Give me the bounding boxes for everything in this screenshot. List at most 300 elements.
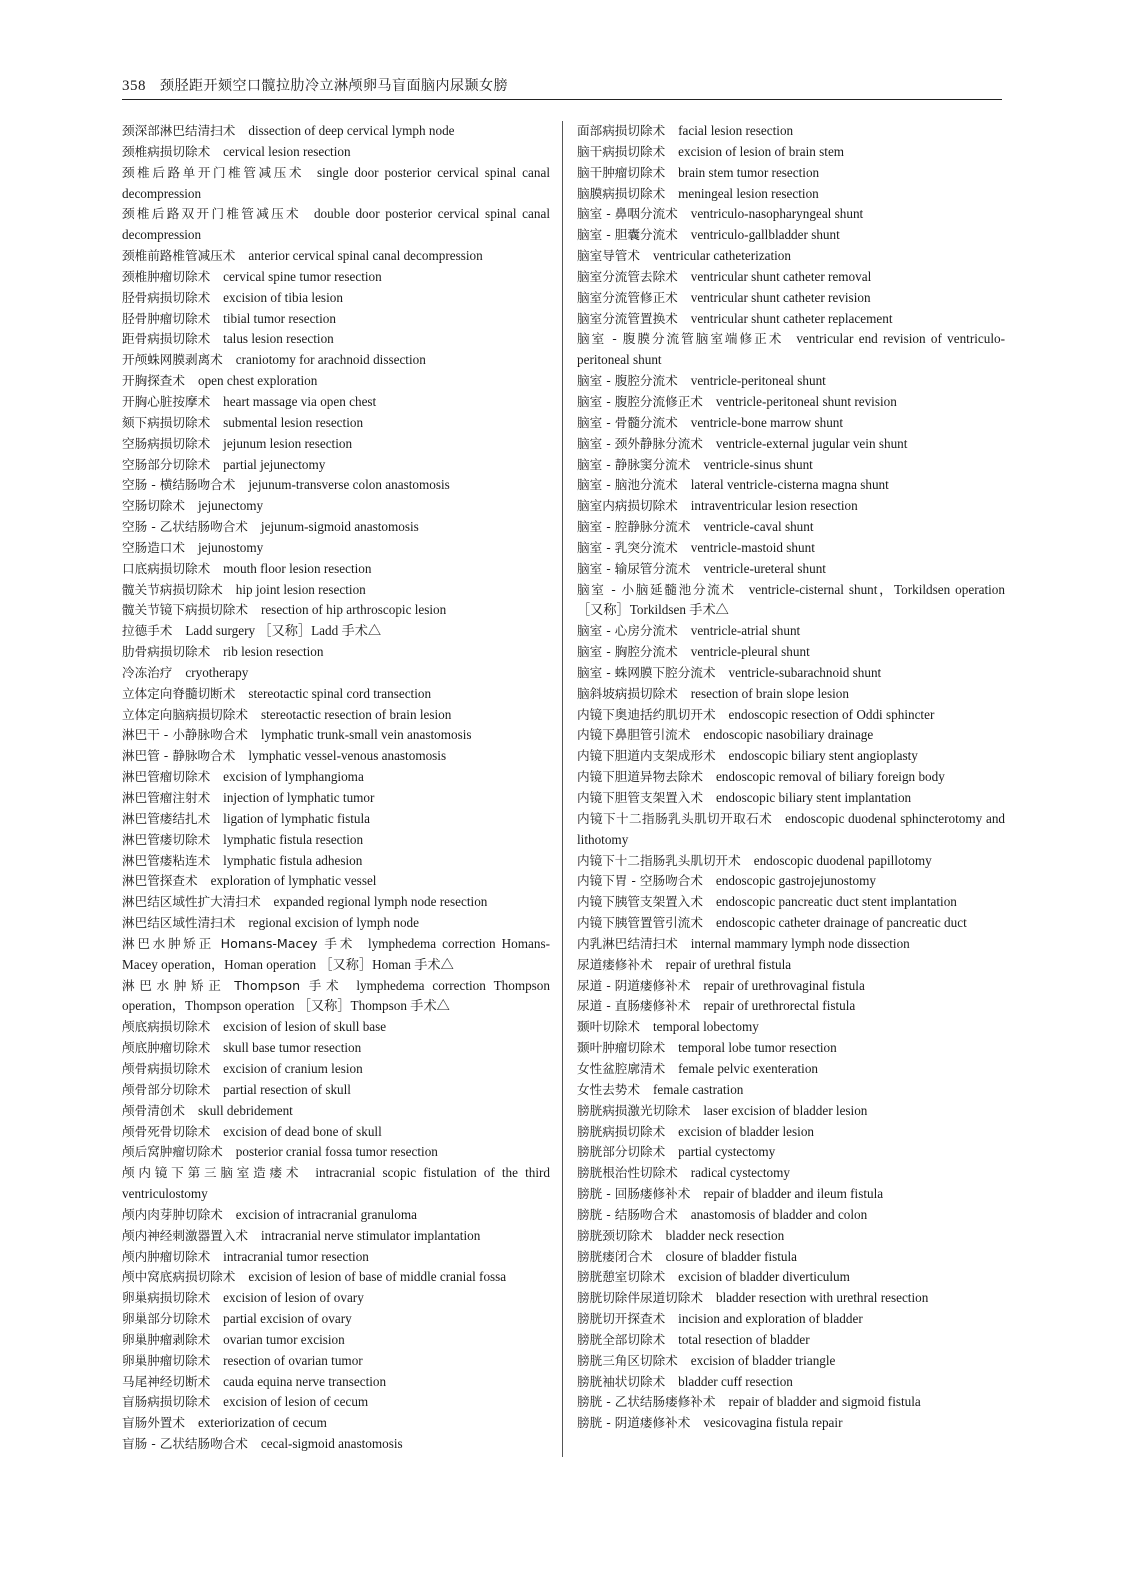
term-chinese: 脑干肿瘤切除术 (577, 164, 666, 180)
term-english: resection of brain slope lesion (690, 685, 849, 701)
term-chinese: 髋关节镜下病损切除术 (122, 602, 248, 618)
term-english: ventricle-peritoneal shunt (690, 373, 826, 389)
glossary-entry (577, 329, 1005, 371)
term-english: radical cystectomy (690, 1165, 790, 1181)
term-chinese: 膀胱全部切除术 (577, 1331, 666, 1347)
glossary-entry (122, 1372, 550, 1393)
term-chinese: 脑室分流管去除术 (577, 268, 678, 284)
term-chinese: 颞叶肿瘤切除术 (577, 1040, 666, 1056)
term-chinese: 颈椎前路椎管减压术 (122, 248, 236, 264)
glossary-entry (577, 184, 1005, 205)
term-chinese: 空肠部分切除术 (122, 456, 211, 472)
term-english: endoscopic biliary stent implantation (715, 790, 912, 805)
term-chinese: 颈深部淋巴结清扫术 (122, 123, 236, 138)
term-english: endoscopic resection of Oddi sphincter (728, 706, 935, 722)
term-chinese: 立体定向脊髓切断术 (122, 685, 236, 701)
term-english: endoscopic pancreatic duct stent implantation (715, 894, 957, 910)
term-chinese: 膀胱 - 阴道瘘修补术 (577, 1415, 691, 1431)
term-chinese: 颅内肉芽肿切除术 (122, 1206, 223, 1222)
term-chinese: 内镜下鼻胆管引流术 (577, 727, 691, 743)
term-english: mouth floor lesion resection (223, 560, 372, 576)
term-english: brain stem tumor resection (678, 164, 820, 180)
term-chinese: 脑室 - 胸腔分流术 (577, 644, 678, 660)
glossary-entry (122, 267, 550, 288)
term-english: ligation of lymphatic fistula (223, 810, 371, 826)
glossary-entry (577, 621, 1005, 642)
term-chinese: 脑室 - 小脑延髓池分流术 (577, 581, 736, 597)
term-chinese: 女性去势术 (577, 1081, 640, 1097)
glossary-entry (577, 663, 1005, 684)
glossary-entry (122, 830, 550, 851)
glossary-entry (122, 434, 550, 455)
glossary-entry (577, 246, 1005, 267)
glossary-entry (122, 809, 550, 830)
term-english: lymphedema correction Homans-Macey operation，Homan operation ［又称］Homan 手术△ (122, 935, 550, 972)
term-english: ventricle-peritoneal shunt revision (715, 393, 897, 409)
term-chinese: 脑室 - 鼻咽分流术 (577, 206, 678, 222)
term-english: excision of lesion of brain stem (678, 143, 845, 159)
term-english: jejunum lesion resection (223, 435, 353, 451)
term-chinese: 脑斜坡病损切除术 (577, 685, 678, 701)
glossary-entry (577, 580, 1005, 622)
glossary-entry (122, 871, 550, 892)
term-chinese: 内镜下胆管支架置入术 (577, 790, 703, 805)
glossary-entry (122, 1309, 550, 1330)
term-english: intracranial nerve stimulator implantation (260, 1227, 481, 1243)
term-english: excision of cranium lesion (223, 1060, 363, 1076)
glossary-entry (577, 996, 1005, 1017)
glossary-entry (122, 392, 550, 413)
term-english: double door posterior cervical spinal canal decompression (122, 206, 550, 243)
glossary-entry (122, 705, 550, 726)
term-chinese: 颈椎后路双开门椎管减压术 (122, 206, 301, 222)
glossary-entry (122, 1247, 550, 1268)
glossary-entry (577, 1205, 1005, 1226)
term-english: ventriculo-gallbladder shunt (690, 227, 840, 243)
term-chinese: 颞叶切除术 (577, 1019, 640, 1035)
term-chinese: 空肠病损切除术 (122, 435, 211, 451)
term-chinese: 肋骨病损切除术 (122, 644, 211, 660)
page-number: 358 (122, 78, 146, 94)
term-chinese: 卵巢病损切除术 (122, 1290, 211, 1306)
term-chinese: 脑室 - 心房分流术 (577, 623, 678, 639)
term-english: jejunostomy (197, 539, 264, 555)
glossary-entry (122, 788, 550, 809)
term-chinese: 内乳淋巴结清扫术 (577, 935, 678, 951)
term-english: cryotherapy (185, 664, 249, 680)
glossary-entry (122, 496, 550, 517)
term-chinese: 淋巴管瘘结扎术 (122, 810, 211, 826)
term-chinese: 空肠 - 横结肠吻合术 (122, 477, 236, 493)
glossary-entry (122, 517, 550, 538)
term-english: ventricular shunt catheter replacement (690, 310, 893, 326)
glossary-entry (122, 309, 550, 330)
term-chinese: 拉德手术 (122, 623, 173, 639)
term-english: ventriculo-nasopharyngeal shunt (690, 206, 864, 222)
glossary-entry (122, 455, 550, 476)
glossary-entry (577, 288, 1005, 309)
term-english: talus lesion resection (223, 331, 334, 347)
glossary-entry (577, 892, 1005, 913)
term-english: intracranial scopic fistulation of the third ventriculostomy (122, 1165, 550, 1202)
glossary-entry (577, 455, 1005, 476)
glossary-entry (577, 1351, 1005, 1372)
glossary-entry (122, 746, 550, 767)
term-chinese: 膀胱根治性切除术 (577, 1165, 678, 1181)
glossary-entry (122, 1142, 550, 1163)
term-chinese: 立体定向脑病损切除术 (122, 706, 248, 722)
term-english: injection of lymphatic tumor (223, 790, 375, 805)
term-english: bladder resection with urethral resection (715, 1290, 929, 1306)
term-english: repair of urethrorectal fistula (703, 998, 856, 1014)
term-english: excision of tibia lesion (223, 289, 343, 305)
term-chinese: 卵巢肿瘤剥除术 (122, 1331, 211, 1347)
term-chinese: 颅骨病损切除术 (122, 1060, 211, 1076)
glossary-entry (577, 1247, 1005, 1268)
term-chinese: 内镜下胰管置管引流术 (577, 915, 703, 931)
term-chinese: 脑膜病损切除术 (577, 185, 666, 201)
term-english: cervical spine tumor resection (223, 268, 382, 284)
glossary-entry (577, 809, 1005, 851)
glossary-entry (577, 1226, 1005, 1247)
glossary-entry (577, 1413, 1005, 1434)
term-english: lymphatic vessel-venous anastomosis (248, 748, 447, 764)
glossary-entry (122, 538, 550, 559)
glossary-entry (122, 475, 550, 496)
glossary-entry (122, 1392, 550, 1413)
term-english: rib lesion resection (223, 644, 324, 660)
glossary-entry (577, 538, 1005, 559)
glossary-entry (122, 621, 550, 642)
term-english: ventricle-atrial shunt (690, 623, 801, 639)
term-english: ventricle-caval shunt (703, 519, 814, 535)
term-chinese: 口底病损切除术 (122, 560, 211, 576)
term-chinese: 膀胱袖状切除术 (577, 1373, 666, 1389)
term-chinese: 空肠造口术 (122, 539, 185, 555)
term-english: Ladd surgery ［又称］Ladd 手术△ (185, 623, 382, 639)
glossary-entry (122, 163, 550, 205)
term-english: stereotactic spinal cord transection (248, 685, 432, 701)
term-chinese: 淋巴管瘤注射术 (122, 790, 211, 805)
term-chinese: 颅中窝底病损切除术 (122, 1269, 236, 1285)
term-english: excision of dead bone of skull (223, 1123, 382, 1139)
term-english: excision of lesion of base of middle cranial fossa (248, 1269, 507, 1285)
glossary-entry (122, 600, 550, 621)
glossary-entry (577, 371, 1005, 392)
glossary-entry (577, 204, 1005, 225)
glossary-entry (577, 1309, 1005, 1330)
term-chinese: 脑室内病损切除术 (577, 498, 678, 514)
term-english: excision of bladder triangle (690, 1352, 836, 1368)
term-english: cervical lesion resection (223, 143, 351, 159)
term-english: ventricle-bone marrow shunt (690, 414, 844, 430)
glossary-entry (122, 934, 550, 976)
glossary-entry (577, 1101, 1005, 1122)
term-chinese: 尿道 - 阴道瘘修补术 (577, 977, 691, 993)
term-english: endoscopic catheter drainage of pancreatic duct (715, 915, 967, 931)
glossary-entry (577, 642, 1005, 663)
term-english: temporal lobectomy (652, 1019, 759, 1035)
term-chinese: 脑室 - 脑池分流术 (577, 477, 678, 493)
glossary-entry (122, 976, 550, 1018)
term-english: craniotomy for arachnoid dissection (235, 352, 426, 368)
glossary-entry (122, 1101, 550, 1122)
term-english: partial resection of skull (223, 1081, 351, 1097)
glossary-entry (122, 767, 550, 788)
term-english: jejunum-transverse colon anastomosis (248, 477, 450, 493)
term-chinese: 空肠切除术 (122, 498, 185, 514)
glossary-entry (577, 121, 1005, 142)
term-chinese: 冷冻治疗 (122, 664, 173, 680)
term-english: partial excision of ovary (223, 1311, 352, 1327)
glossary-entry (577, 163, 1005, 184)
glossary-entry (577, 767, 1005, 788)
term-chinese: 脑室 - 颈外静脉分流术 (577, 435, 703, 451)
term-english: hip joint lesion resection (235, 581, 366, 597)
term-chinese: 尿道瘘修补术 (577, 956, 653, 972)
term-chinese: 开胸探查术 (122, 373, 185, 389)
term-chinese: 淋巴结区域性清扫术 (122, 915, 236, 931)
glossary-entry (577, 1142, 1005, 1163)
term-english: jejunum-sigmoid anastomosis (260, 519, 419, 535)
glossary-entry (122, 684, 550, 705)
term-english: posterior cranial fossa tumor resection (235, 1144, 438, 1160)
term-english: bladder neck resection (665, 1227, 785, 1243)
glossary-entry (577, 1372, 1005, 1393)
term-chinese: 淋巴水肿矫正 Thompson 手术 (122, 977, 344, 993)
term-chinese: 膀胱颈切除术 (577, 1227, 653, 1243)
term-chinese: 盲肠 - 乙状结肠吻合术 (122, 1436, 248, 1452)
glossary-entry (577, 934, 1005, 955)
glossary-entry (577, 142, 1005, 163)
term-english: endoscopic duodenal papillotomy (753, 852, 932, 868)
term-english: ventricle-cisternal shunt，Torkildsen operation ［又称］Torkildsen 手术△ (577, 581, 1005, 618)
glossary-entry (577, 1267, 1005, 1288)
term-chinese: 距骨病损切除术 (122, 331, 211, 347)
term-chinese: 膀胱 - 结肠吻合术 (577, 1206, 678, 1222)
glossary-entry (577, 1288, 1005, 1309)
term-english: ventricle-sinus shunt (703, 456, 813, 472)
term-chinese: 内镜下胃 - 空肠吻合术 (577, 873, 703, 889)
term-chinese: 淋巴干 - 小静脉吻合术 (122, 727, 248, 743)
term-english: total resection of bladder (678, 1331, 810, 1347)
glossary-entry (122, 663, 550, 684)
term-english: anastomosis of bladder and colon (690, 1206, 868, 1222)
term-chinese: 内镜下十二指肠乳头肌切开取石术 (577, 810, 773, 826)
term-english: cauda equina nerve transection (223, 1373, 387, 1389)
glossary-entry (577, 913, 1005, 934)
term-english: temporal lobe tumor resection (678, 1040, 837, 1056)
glossary-entry (122, 121, 550, 142)
term-chinese: 膀胱 - 乙状结肠瘘修补术 (577, 1394, 716, 1410)
term-chinese: 颅内肿瘤切除术 (122, 1248, 211, 1264)
term-chinese: 脑室 - 蛛网膜下腔分流术 (577, 664, 716, 680)
term-english: lymphatic fistula adhesion (223, 852, 363, 868)
term-chinese: 颅骨清创术 (122, 1102, 185, 1118)
term-chinese: 内镜下十二指肠乳头肌切开术 (577, 852, 741, 868)
term-chinese: 内镜下胰管支架置入术 (577, 894, 703, 910)
glossary-entry (577, 705, 1005, 726)
term-chinese: 脑室 - 骨髓分流术 (577, 414, 678, 430)
glossary-entry (577, 1122, 1005, 1143)
glossary-entry (577, 225, 1005, 246)
term-english: ventricle-pleural shunt (690, 644, 810, 660)
term-chinese: 颏下病损切除术 (122, 414, 211, 430)
term-chinese: 淋巴水肿矫正 Homans-Macey 手术 (122, 935, 356, 951)
glossary-entry (577, 267, 1005, 288)
term-chinese: 面部病损切除术 (577, 123, 666, 138)
glossary-entry (577, 413, 1005, 434)
term-chinese: 淋巴管探查术 (122, 873, 198, 889)
term-chinese: 颅底病损切除术 (122, 1019, 211, 1035)
running-head (122, 74, 1002, 100)
term-english: repair of urethral fistula (665, 956, 792, 972)
term-english: excision of lesion of cecum (223, 1394, 369, 1410)
term-chinese: 颅骨部分切除术 (122, 1081, 211, 1097)
page-title: 颈胫距开颏空口髋拉肋冷立淋颅卵马盲面脑内尿颞女膀 (160, 78, 508, 94)
term-chinese: 内镜下胆道内支架成形术 (577, 748, 716, 764)
term-chinese: 淋巴结区域性扩大清扫术 (122, 894, 261, 910)
term-english: excision of lesion of ovary (223, 1290, 364, 1306)
glossary-entry (577, 725, 1005, 746)
glossary-entry (122, 1017, 550, 1038)
glossary-entry (577, 976, 1005, 997)
term-english: female castration (652, 1081, 744, 1097)
term-chinese: 卵巢肿瘤切除术 (122, 1352, 211, 1368)
glossary-entry (122, 329, 550, 350)
term-english: excision of lymphangioma (223, 769, 364, 785)
term-english: ventricle-subarachnoid shunt (728, 664, 882, 680)
term-chinese: 颈椎肿瘤切除术 (122, 268, 211, 284)
glossary-entry (122, 1330, 550, 1351)
glossary-entry (122, 580, 550, 601)
term-chinese: 脑室 - 腹膜分流管脑室端修正术 (577, 331, 784, 347)
term-chinese: 脑室 - 胆囊分流术 (577, 227, 678, 243)
term-english: exploration of lymphatic vessel (210, 873, 377, 889)
term-english: vesicovagina fistula repair (703, 1415, 843, 1431)
term-chinese: 胫骨肿瘤切除术 (122, 310, 211, 326)
term-chinese: 颅内镜下第三脑室造瘘术 (122, 1165, 303, 1181)
term-english: ventricle-external jugular vein shunt (715, 435, 908, 451)
term-english: ventricular end revision of ventriculo-peritoneal shunt (577, 331, 1005, 368)
term-english: anterior cervical spinal canal decompression (248, 248, 483, 264)
term-english: lymphatic trunk-small vein anastomosis (260, 727, 472, 743)
term-chinese: 淋巴管瘤切除术 (122, 769, 211, 785)
glossary-entry (122, 1080, 550, 1101)
glossary-entry (122, 1351, 550, 1372)
glossary-entry (577, 1330, 1005, 1351)
term-chinese: 内镜下胆道异物去除术 (577, 769, 703, 785)
term-chinese: 淋巴管 - 静脉吻合术 (122, 748, 236, 764)
term-english: lateral ventricle-cisterna magna shunt (690, 477, 889, 493)
glossary-entry (577, 746, 1005, 767)
term-chinese: 脑干病损切除术 (577, 143, 666, 159)
term-english: endoscopic removal of biliary foreign body (715, 769, 945, 785)
glossary-entry (122, 892, 550, 913)
term-english: bladder cuff resection (678, 1373, 793, 1389)
term-english: lymphatic fistula resection (223, 831, 364, 847)
term-english: endoscopic nasobiliary drainage (703, 727, 874, 743)
term-chinese: 膀胱憩室切除术 (577, 1269, 666, 1285)
glossary-entry (122, 246, 550, 267)
glossary-entry (577, 1184, 1005, 1205)
term-english: closure of bladder fistula (665, 1248, 798, 1264)
glossary-entry (577, 1059, 1005, 1080)
term-chinese: 膀胱病损激光切除术 (577, 1102, 691, 1118)
glossary-entry (122, 1059, 550, 1080)
term-english: ovarian tumor excision (223, 1331, 345, 1347)
glossary-entry (122, 1267, 550, 1288)
term-english: repair of bladder and ileum fistula (703, 1186, 884, 1202)
term-chinese: 颅后窝肿瘤切除术 (122, 1144, 223, 1160)
term-english: skull debridement (197, 1102, 293, 1118)
glossary-entry (122, 1163, 550, 1205)
glossary-entry (577, 851, 1005, 872)
glossary-entry (577, 475, 1005, 496)
term-english: ventricular catheterization (652, 248, 791, 264)
glossary-entry (577, 871, 1005, 892)
term-english: jejunectomy (197, 498, 264, 514)
term-english: internal mammary lymph node dissection (690, 935, 910, 951)
term-chinese: 盲肠病损切除术 (122, 1394, 211, 1410)
term-chinese: 开胸心脏按摩术 (122, 393, 211, 409)
term-chinese: 脑室导管术 (577, 248, 640, 264)
term-english: exteriorization of cecum (197, 1415, 327, 1431)
glossary-entry (122, 1122, 550, 1143)
term-english: ventricular shunt catheter removal (690, 268, 872, 284)
term-chinese: 脑室分流管置换术 (577, 310, 678, 326)
term-chinese: 颅内神经刺激器置入术 (122, 1227, 248, 1243)
term-chinese: 髋关节病损切除术 (122, 581, 223, 597)
term-english: excision of bladder diverticulum (678, 1269, 850, 1285)
term-english: tibial tumor resection (223, 310, 336, 326)
term-chinese: 空肠 - 乙状结肠吻合术 (122, 519, 248, 535)
term-english: repair of bladder and sigmoid fistula (728, 1394, 921, 1410)
term-chinese: 脑室 - 腹腔分流修正术 (577, 393, 703, 409)
term-english: submental lesion resection (223, 414, 364, 430)
glossary-entry (122, 725, 550, 746)
column-divider (562, 121, 563, 1457)
term-chinese: 盲肠外置术 (122, 1415, 185, 1431)
term-chinese: 脑室 - 乳突分流术 (577, 539, 678, 555)
term-english: endoscopic gastrojejunostomy (715, 873, 876, 889)
glossary-entry (577, 955, 1005, 976)
term-chinese: 颈椎病损切除术 (122, 143, 211, 159)
term-chinese: 膀胱病损切除术 (577, 1123, 666, 1139)
glossary-entry (122, 1434, 550, 1455)
term-chinese: 内镜下奥迪括约肌切开术 (577, 706, 716, 722)
term-chinese: 淋巴管瘘粘连术 (122, 852, 211, 868)
glossary-entry (577, 559, 1005, 580)
term-chinese: 颈椎后路单开门椎管减压术 (122, 164, 305, 180)
term-chinese: 马尾神经切断术 (122, 1373, 211, 1389)
glossary-entry (122, 851, 550, 872)
term-chinese: 脑室分流管修正术 (577, 289, 678, 305)
term-chinese: 卵巢部分切除术 (122, 1311, 211, 1327)
term-english: expanded regional lymph node resection (273, 894, 488, 910)
glossary-entry (577, 1038, 1005, 1059)
term-english: partial cystectomy (678, 1144, 776, 1160)
term-english: resection of hip arthroscopic lesion (260, 602, 447, 618)
term-english: ventricle-ureteral shunt (703, 560, 826, 576)
term-english: single door posterior cervical spinal canal decompression (122, 164, 550, 201)
term-chinese: 脑室 - 腹腔分流术 (577, 373, 678, 389)
term-english: intraventricular lesion resection (690, 498, 858, 514)
term-english: cecal-sigmoid anastomosis (260, 1436, 403, 1452)
term-english: meningeal lesion resection (678, 185, 819, 201)
term-english: dissection of deep cervical lymph node (248, 123, 455, 138)
term-chinese: 脑室 - 静脉窦分流术 (577, 456, 691, 472)
